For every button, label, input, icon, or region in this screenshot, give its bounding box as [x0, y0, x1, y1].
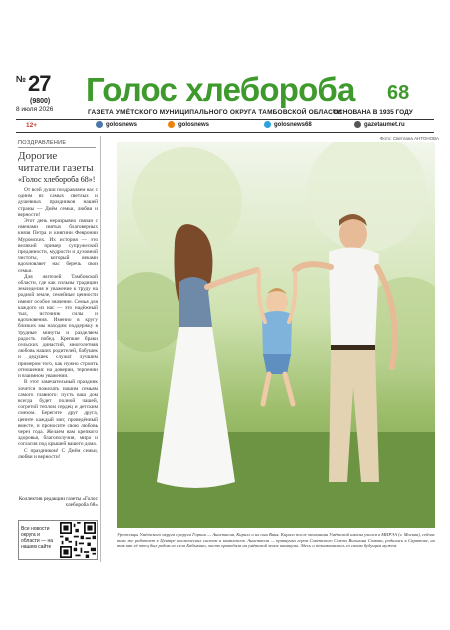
issue-symbol: № — [16, 74, 27, 84]
article-signature: Коллектив редакции газеты «Голос хлебороба 68» — [18, 496, 98, 509]
newspaper-subtitle: ГАЗЕТА УМЁТСКОГО МУНИЦИПАЛЬНОГО ОКРУГА ТАМБОВСКОЙ ОБЛАСТИ — [88, 109, 342, 116]
photo-caption: Уроженцы Умётского округа супруги Горкин — Анастасия, Кирилл и их сын Ваня. Кирилл после окончания Умётской школы учился в МИРЭА (г. Москва), сейчас там же работает в Центре космических систем и комплексов. Анастасия — правнучка героя Советского Союза Вильгина Сомова, родилась в Саратове, но так как её отец был родом из села Бабыкино, часто проводила на умётской земле каникулы. Здесь и познакомилась со своим будущим мужем. — [117, 532, 435, 549]
social-site[interactable] — [354, 121, 405, 128]
kicker-underline — [18, 147, 96, 148]
globe-icon — [354, 121, 361, 128]
ok-icon — [168, 121, 175, 128]
masthead-bottom-divider — [16, 132, 434, 133]
article-paragraph: От всей души поздравляем вас с одним из самых светлых и душевных праздников нашей страны — Днём семьи, любви и верности! — [18, 187, 98, 218]
issue-date: 8 июля 2026 — [16, 106, 54, 113]
article-kicker: ПОЗДРАВЛЕНИЕ — [18, 140, 67, 146]
article-paragraph: С праздником! С Днём семьи, любви и верности! — [18, 447, 98, 460]
age-rating-badge: 12+ — [26, 122, 38, 129]
family-photo — [117, 142, 435, 528]
article-headline: Дорогие читатели газеты — [18, 150, 94, 174]
issue-number-value: 27 — [28, 71, 51, 96]
issue-total: (9800) — [30, 98, 51, 105]
social-telegram[interactable] — [264, 121, 312, 128]
column-divider — [100, 136, 101, 562]
social-label: golosnews68 — [274, 121, 312, 128]
issue-number — [16, 71, 51, 96]
qr-caption: Все новости округа и области — на нашем сайте — [21, 526, 54, 550]
article-body — [18, 187, 98, 460]
telegram-icon — [264, 121, 271, 128]
qr-code[interactable] — [60, 522, 96, 558]
masthead-divider — [16, 119, 434, 120]
vk-icon — [96, 121, 103, 128]
founded-note: ОСНОВАНА В 1935 ГОДУ — [333, 109, 413, 116]
social-label: golosnews — [106, 121, 138, 128]
newspaper-title: Голос хлебороба — [86, 71, 355, 108]
article-headline-quote: «Голос хлебороба 68»! — [18, 175, 96, 184]
social-vk[interactable] — [96, 121, 137, 128]
article-paragraph: Этот день неразрывно связан с именами святых благоверных князя Петра и княгини Февронии Муромских. Их история — это великий пример супружеской преданности, мудрости и духовной чистоты, который веками вдохновляет нас беречь свои семьи. — [18, 218, 98, 274]
social-label: golosnews — [178, 121, 210, 128]
photo-credit: Фото: Светлана АНТОНОВА — [380, 136, 440, 141]
newspaper-title-number: 68 — [387, 82, 410, 104]
article-paragraph: В этот замечательный праздник хочется пожелать нашим семьям самого главного: пусть ваш дом всегда будет полной чашей, согретой теплом сердец и детским смехом. Берегите друг друга, цените каждый миг, проведённый вместе, и проносите свою любовь через года. Желаем вам крепкого здоровья, благополучия, мира и согласия под крышей вашего дома. — [18, 379, 98, 448]
social-ok[interactable] — [168, 121, 209, 128]
article-paragraph: Для жителей Тамбовской области, где как сильны традиции земледелия и уважение к труду на родной земле, семейные ценности имеют особое значение. Семья для каждого из нас — это надёжный тыл, источник силы и вдохновения. Именно в кругу близких мы находим поддержку в трудные минуты и разделяем радость побед. Крепкие браки сельских династий, многолетняя любовь наших родителей, бабушек и дедушек служат лучшим примером того, как нужно строить отношения: на доверии, терпении и взаимном уважении. — [18, 273, 98, 380]
social-label: gazetaumet.ru — [364, 121, 405, 128]
